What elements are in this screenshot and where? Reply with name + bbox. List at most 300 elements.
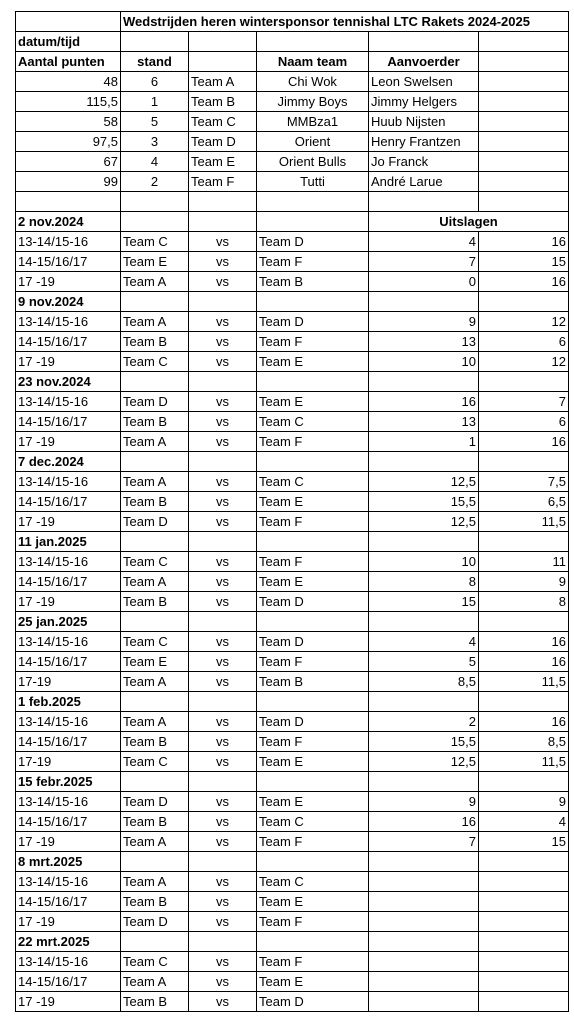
home-score[interactable] [369,892,479,912]
vs-label[interactable]: vs [189,872,257,892]
captain-cell[interactable]: Huub Nijsten [369,112,479,132]
cell[interactable] [479,452,569,472]
cell[interactable] [189,192,257,212]
match-time[interactable]: 17 -19 [16,912,121,932]
vs-label[interactable]: vs [189,992,257,1012]
vs-label[interactable]: vs [189,392,257,412]
away-score[interactable]: 16 [479,272,569,292]
vs-label[interactable]: vs [189,312,257,332]
away-team[interactable]: Team B [257,272,369,292]
vs-label[interactable]: vs [189,272,257,292]
cell[interactable] [479,92,569,112]
team-cell[interactable]: Team F [189,172,257,192]
away-score[interactable] [479,912,569,932]
match-time[interactable]: 14-15/16/17 [16,652,121,672]
home-team[interactable]: Team A [121,872,189,892]
away-team[interactable]: Team C [257,412,369,432]
datum-header[interactable]: datum/tijd [16,32,121,52]
home-team[interactable]: Team A [121,472,189,492]
cell[interactable] [121,32,189,52]
team-cell[interactable]: Team B [189,92,257,112]
away-team[interactable]: Team D [257,712,369,732]
cell[interactable] [189,292,257,312]
away-score[interactable]: 8,5 [479,732,569,752]
home-team[interactable]: Team B [121,592,189,612]
home-score[interactable]: 16 [369,392,479,412]
home-score[interactable] [369,992,479,1012]
away-team[interactable]: Team F [257,912,369,932]
cell[interactable] [257,212,369,232]
away-score[interactable] [479,872,569,892]
away-team[interactable]: Team F [257,552,369,572]
away-team[interactable]: Team F [257,332,369,352]
points-header[interactable]: Aantal punten [16,52,121,72]
away-team[interactable]: Team F [257,252,369,272]
cell[interactable] [121,772,189,792]
match-time[interactable]: 17 -19 [16,592,121,612]
cell[interactable] [369,932,479,952]
home-team[interactable]: Team C [121,952,189,972]
away-team[interactable]: Team F [257,732,369,752]
away-team[interactable]: Team C [257,872,369,892]
cell[interactable] [189,772,257,792]
match-time[interactable]: 14-15/16/17 [16,572,121,592]
away-team[interactable]: Team D [257,232,369,252]
cell[interactable] [479,932,569,952]
home-team[interactable]: Team B [121,892,189,912]
results-header[interactable]: Uitslagen [369,212,569,232]
away-team[interactable]: Team C [257,812,369,832]
match-time[interactable]: 14-15/16/17 [16,412,121,432]
away-score[interactable]: 11,5 [479,512,569,532]
cell[interactable] [257,932,369,952]
home-team[interactable]: Team B [121,492,189,512]
home-team[interactable]: Team C [121,752,189,772]
cell[interactable] [369,692,479,712]
sheet-title[interactable]: Wedstrijden heren wintersponsor tennishal LTC Rakets 2024-2025 [121,12,569,32]
home-team[interactable]: Team C [121,232,189,252]
home-team[interactable]: Team A [121,312,189,332]
cell[interactable] [189,932,257,952]
round-date[interactable]: 15 febr.2025 [16,772,121,792]
home-score[interactable]: 4 [369,632,479,652]
rank-cell[interactable]: 3 [121,132,189,152]
vs-label[interactable]: vs [189,492,257,512]
cell[interactable] [479,292,569,312]
match-time[interactable]: 17 -19 [16,272,121,292]
round-date[interactable]: 9 nov.2024 [16,292,121,312]
home-team[interactable]: Team B [121,732,189,752]
home-score[interactable]: 9 [369,792,479,812]
away-team[interactable]: Team E [257,892,369,912]
away-score[interactable]: 16 [479,232,569,252]
vs-label[interactable]: vs [189,352,257,372]
captain-cell[interactable]: Jimmy Helgers [369,92,479,112]
vs-label[interactable]: vs [189,232,257,252]
home-score[interactable]: 1 [369,432,479,452]
cell[interactable] [257,292,369,312]
vs-label[interactable]: vs [189,472,257,492]
away-team[interactable]: Team F [257,652,369,672]
rank-cell[interactable]: 5 [121,112,189,132]
captain-header[interactable]: Aanvoerder [369,52,479,72]
home-team[interactable]: Team B [121,332,189,352]
match-time[interactable]: 13-14/15-16 [16,632,121,652]
round-date[interactable]: 25 jan.2025 [16,612,121,632]
match-time[interactable]: 17 -19 [16,832,121,852]
home-score[interactable]: 12,5 [369,472,479,492]
match-time[interactable]: 17-19 [16,752,121,772]
vs-label[interactable]: vs [189,832,257,852]
match-time[interactable]: 13-14/15-16 [16,792,121,812]
points-cell[interactable]: 99 [16,172,121,192]
match-time[interactable]: 14-15/16/17 [16,892,121,912]
round-date[interactable]: 23 nov.2024 [16,372,121,392]
away-team[interactable]: Team F [257,832,369,852]
home-team[interactable]: Team C [121,552,189,572]
home-score[interactable]: 15,5 [369,492,479,512]
home-team[interactable]: Team A [121,572,189,592]
round-date[interactable]: 1 feb.2025 [16,692,121,712]
cell[interactable] [121,212,189,232]
away-score[interactable]: 6 [479,332,569,352]
away-score[interactable]: 15 [479,832,569,852]
cell[interactable] [189,852,257,872]
cell[interactable] [479,52,569,72]
rank-cell[interactable]: 1 [121,92,189,112]
match-time[interactable]: 13-14/15-16 [16,392,121,412]
home-score[interactable]: 12,5 [369,512,479,532]
round-date[interactable]: 2 nov.2024 [16,212,121,232]
away-team[interactable]: Team C [257,472,369,492]
home-team[interactable]: Team C [121,352,189,372]
home-team[interactable]: Team A [121,832,189,852]
captain-cell[interactable]: Leon Swelsen [369,72,479,92]
away-score[interactable]: 12 [479,312,569,332]
vs-label[interactable]: vs [189,412,257,432]
cell[interactable] [257,532,369,552]
vs-label[interactable]: vs [189,752,257,772]
away-score[interactable]: 4 [479,812,569,832]
team-name-cell[interactable]: Jimmy Boys [257,92,369,112]
away-score[interactable]: 12 [479,352,569,372]
rank-cell[interactable]: 2 [121,172,189,192]
cell[interactable] [479,372,569,392]
cell[interactable] [479,152,569,172]
cell[interactable] [369,292,479,312]
cell[interactable] [257,852,369,872]
away-team[interactable]: Team E [257,572,369,592]
cell[interactable] [121,372,189,392]
away-team[interactable]: Team F [257,512,369,532]
home-team[interactable]: Team D [121,792,189,812]
away-team[interactable]: Team E [257,392,369,412]
vs-label[interactable]: vs [189,792,257,812]
vs-label[interactable]: vs [189,972,257,992]
home-score[interactable]: 7 [369,832,479,852]
round-date[interactable]: 11 jan.2025 [16,532,121,552]
away-score[interactable] [479,892,569,912]
away-score[interactable]: 11,5 [479,752,569,772]
team-cell[interactable]: Team C [189,112,257,132]
home-score[interactable]: 7 [369,252,479,272]
cell[interactable] [479,532,569,552]
cell[interactable] [369,532,479,552]
home-team[interactable]: Team D [121,912,189,932]
captain-cell[interactable]: Jo Franck [369,152,479,172]
vs-label[interactable]: vs [189,812,257,832]
cell[interactable] [479,132,569,152]
cell[interactable] [121,692,189,712]
away-team[interactable]: Team D [257,592,369,612]
vs-label[interactable]: vs [189,632,257,652]
cell[interactable] [479,32,569,52]
home-team[interactable]: Team A [121,272,189,292]
match-time[interactable]: 17 -19 [16,352,121,372]
home-team[interactable]: Team B [121,812,189,832]
cell[interactable] [121,192,189,212]
vs-label[interactable]: vs [189,652,257,672]
match-time[interactable]: 17 -19 [16,432,121,452]
points-cell[interactable]: 48 [16,72,121,92]
home-team[interactable]: Team A [121,972,189,992]
points-cell[interactable]: 67 [16,152,121,172]
cell[interactable] [16,12,121,32]
home-score[interactable]: 4 [369,232,479,252]
home-score[interactable] [369,872,479,892]
cell[interactable] [479,192,569,212]
cell[interactable] [257,452,369,472]
home-score[interactable] [369,912,479,932]
match-time[interactable]: 17-19 [16,672,121,692]
captain-cell[interactable]: André Larue [369,172,479,192]
home-score[interactable]: 8,5 [369,672,479,692]
vs-label[interactable]: vs [189,892,257,912]
away-team[interactable]: Team F [257,952,369,972]
cell[interactable] [189,452,257,472]
vs-label[interactable]: vs [189,332,257,352]
cell[interactable] [369,372,479,392]
cell[interactable] [121,932,189,952]
cell[interactable] [189,212,257,232]
match-time[interactable]: 13-14/15-16 [16,232,121,252]
match-time[interactable]: 13-14/15-16 [16,472,121,492]
home-score[interactable]: 8 [369,572,479,592]
match-time[interactable]: 17 -19 [16,512,121,532]
away-team[interactable]: Team B [257,672,369,692]
cell[interactable] [257,772,369,792]
home-score[interactable]: 13 [369,332,479,352]
home-team[interactable]: Team C [121,632,189,652]
match-row [16,792,569,812]
match-row [16,552,569,572]
team-name-header[interactable]: Naam team [257,52,369,72]
match-time[interactable]: 14-15/16/17 [16,812,121,832]
cell[interactable] [257,692,369,712]
away-score[interactable]: 16 [479,712,569,732]
match-time[interactable]: 14-15/16/17 [16,332,121,352]
cell[interactable] [369,32,479,52]
rank-cell[interactable]: 4 [121,152,189,172]
home-score[interactable]: 12,5 [369,752,479,772]
away-score[interactable]: 7 [479,392,569,412]
away-team[interactable]: Team E [257,972,369,992]
cell[interactable] [479,172,569,192]
cell[interactable] [479,692,569,712]
away-score[interactable]: 6 [479,412,569,432]
home-team[interactable]: Team E [121,252,189,272]
team-cell[interactable]: Team E [189,152,257,172]
match-time[interactable]: 13-14/15-16 [16,952,121,972]
cell[interactable] [16,192,121,212]
home-score[interactable]: 5 [369,652,479,672]
cell[interactable] [121,852,189,872]
cell[interactable] [189,532,257,552]
home-score[interactable]: 16 [369,812,479,832]
cell[interactable] [121,612,189,632]
points-cell[interactable]: 115,5 [16,92,121,112]
away-score[interactable]: 9 [479,572,569,592]
cell[interactable] [189,372,257,392]
home-team[interactable]: Team B [121,412,189,432]
vs-label[interactable]: vs [189,552,257,572]
vs-label[interactable]: vs [189,252,257,272]
cell[interactable] [369,452,479,472]
home-team[interactable]: Team A [121,432,189,452]
team-name-cell[interactable]: Chi Wok [257,72,369,92]
cell[interactable] [189,52,257,72]
points-cell[interactable]: 97,5 [16,132,121,152]
rank-cell[interactable]: 6 [121,72,189,92]
team-name-cell[interactable]: Orient Bulls [257,152,369,172]
away-score[interactable]: 16 [479,432,569,452]
home-team[interactable]: Team D [121,512,189,532]
cell[interactable] [479,612,569,632]
home-score[interactable]: 15,5 [369,732,479,752]
cell[interactable] [479,772,569,792]
match-time[interactable]: 13-14/15-16 [16,552,121,572]
home-team[interactable]: Team E [121,652,189,672]
cell[interactable] [257,612,369,632]
round-date-row [16,932,569,952]
match-time[interactable]: 14-15/16/17 [16,252,121,272]
team-name-cell[interactable]: Tutti [257,172,369,192]
cell[interactable] [189,692,257,712]
home-score[interactable]: 10 [369,352,479,372]
vs-label[interactable]: vs [189,512,257,532]
away-score[interactable]: 15 [479,252,569,272]
cell[interactable] [121,532,189,552]
match-time[interactable]: 14-15/16/17 [16,732,121,752]
cell[interactable] [369,772,479,792]
match-row [16,412,569,432]
cell[interactable] [369,192,479,212]
away-team[interactable]: Team E [257,792,369,812]
match-time[interactable]: 14-15/16/17 [16,972,121,992]
vs-label[interactable]: vs [189,672,257,692]
cell[interactable] [479,112,569,132]
round-date[interactable]: 7 dec.2024 [16,452,121,472]
vs-label[interactable]: vs [189,712,257,732]
team-name-cell[interactable]: MMBza1 [257,112,369,132]
away-team[interactable]: Team E [257,752,369,772]
match-time[interactable]: 13-14/15-16 [16,312,121,332]
vs-label[interactable]: vs [189,592,257,612]
vs-label[interactable]: vs [189,952,257,972]
match-time[interactable]: 13-14/15-16 [16,872,121,892]
away-team[interactable]: Team D [257,312,369,332]
vs-label[interactable]: vs [189,572,257,592]
away-score[interactable]: 7,5 [479,472,569,492]
away-team[interactable]: Team D [257,992,369,1012]
home-team[interactable]: Team D [121,392,189,412]
cell[interactable] [257,192,369,212]
away-score[interactable]: 16 [479,652,569,672]
home-score[interactable] [369,952,479,972]
home-team[interactable]: Team A [121,712,189,732]
home-team[interactable]: Team B [121,992,189,1012]
match-time[interactable]: 14-15/16/17 [16,492,121,512]
cell[interactable] [121,452,189,472]
home-score[interactable] [369,972,479,992]
cell[interactable] [369,852,479,872]
away-team[interactable]: Team E [257,352,369,372]
team-name-cell[interactable]: Orient [257,132,369,152]
away-score[interactable]: 9 [479,792,569,812]
cell[interactable] [479,852,569,872]
captain-cell[interactable]: Henry Frantzen [369,132,479,152]
round-date[interactable]: 8 mrt.2025 [16,852,121,872]
cell[interactable] [257,372,369,392]
away-score[interactable]: 8 [479,592,569,612]
home-score[interactable]: 10 [369,552,479,572]
away-score[interactable] [479,992,569,1012]
vs-label[interactable]: vs [189,912,257,932]
round-date[interactable]: 22 mrt.2025 [16,932,121,952]
away-team[interactable]: Team F [257,432,369,452]
home-score[interactable]: 2 [369,712,479,732]
away-score[interactable] [479,972,569,992]
away-team[interactable]: Team D [257,632,369,652]
away-score[interactable] [479,952,569,972]
title-row [16,12,569,32]
match-time[interactable]: 17 -19 [16,992,121,1012]
match-time[interactable]: 13-14/15-16 [16,712,121,732]
away-score[interactable]: 11 [479,552,569,572]
cell[interactable] [479,72,569,92]
home-score[interactable]: 13 [369,412,479,432]
away-score[interactable]: 16 [479,632,569,652]
away-team[interactable]: Team E [257,492,369,512]
cell[interactable] [369,612,479,632]
cell[interactable] [189,612,257,632]
home-score[interactable]: 15 [369,592,479,612]
home-team[interactable]: Team A [121,672,189,692]
home-score[interactable]: 0 [369,272,479,292]
vs-label[interactable]: vs [189,432,257,452]
cell[interactable] [257,32,369,52]
cell[interactable] [189,32,257,52]
cell[interactable] [121,292,189,312]
points-cell[interactable]: 58 [16,112,121,132]
home-score[interactable]: 9 [369,312,479,332]
team-cell[interactable]: Team D [189,132,257,152]
away-score[interactable]: 11,5 [479,672,569,692]
team-cell[interactable]: Team A [189,72,257,92]
stand-header[interactable]: stand [121,52,189,72]
vs-label[interactable]: vs [189,732,257,752]
away-score[interactable]: 6,5 [479,492,569,512]
